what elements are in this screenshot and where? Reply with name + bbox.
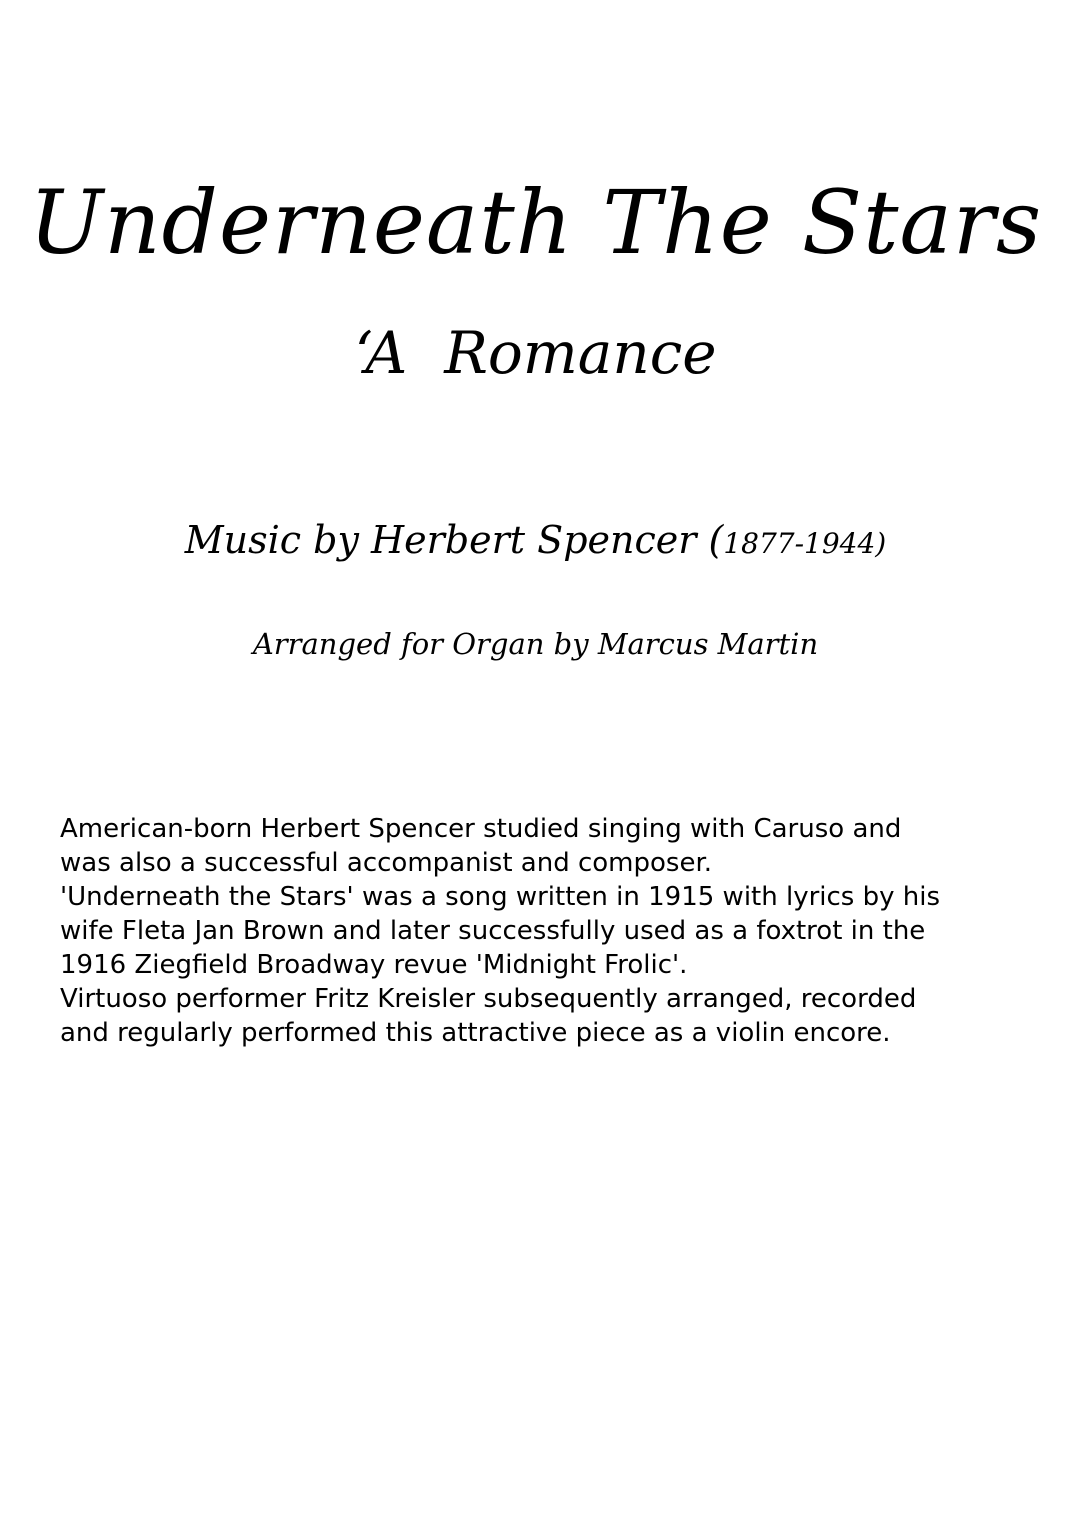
notes-line: wife Fleta Jan Brown and later successfully used as a foxtrot in the (60, 916, 926, 946)
notes-line: 1916 Ziegfield Broadway revue 'Midnight Frolic'. (60, 950, 688, 980)
arranger-credit: Arranged for Organ by Marcus Martin (252, 627, 819, 661)
page-title: Underneath The Stars (28, 171, 1043, 274)
composer-credit (0, 515, 1071, 569)
notes-line: American-born Herbert Spencer studied singing with Caruso and (60, 814, 902, 844)
program-notes (60, 812, 1020, 1050)
composer-name: Music by Herbert Spencer ( (184, 518, 724, 562)
composer-dates: 1877-1944) (723, 527, 887, 560)
page-subtitle: ‘A Romance (354, 319, 717, 387)
notes-line: was also a successful accompanist and composer. (60, 848, 713, 878)
notes-line: 'Underneath the Stars' was a song written in 1915 with lyrics by his (60, 882, 941, 912)
notes-line: Virtuoso performer Fritz Kreisler subsequently arranged, recorded (60, 984, 917, 1014)
notes-line: and regularly performed this attractive piece as a violin encore. (60, 1018, 891, 1048)
